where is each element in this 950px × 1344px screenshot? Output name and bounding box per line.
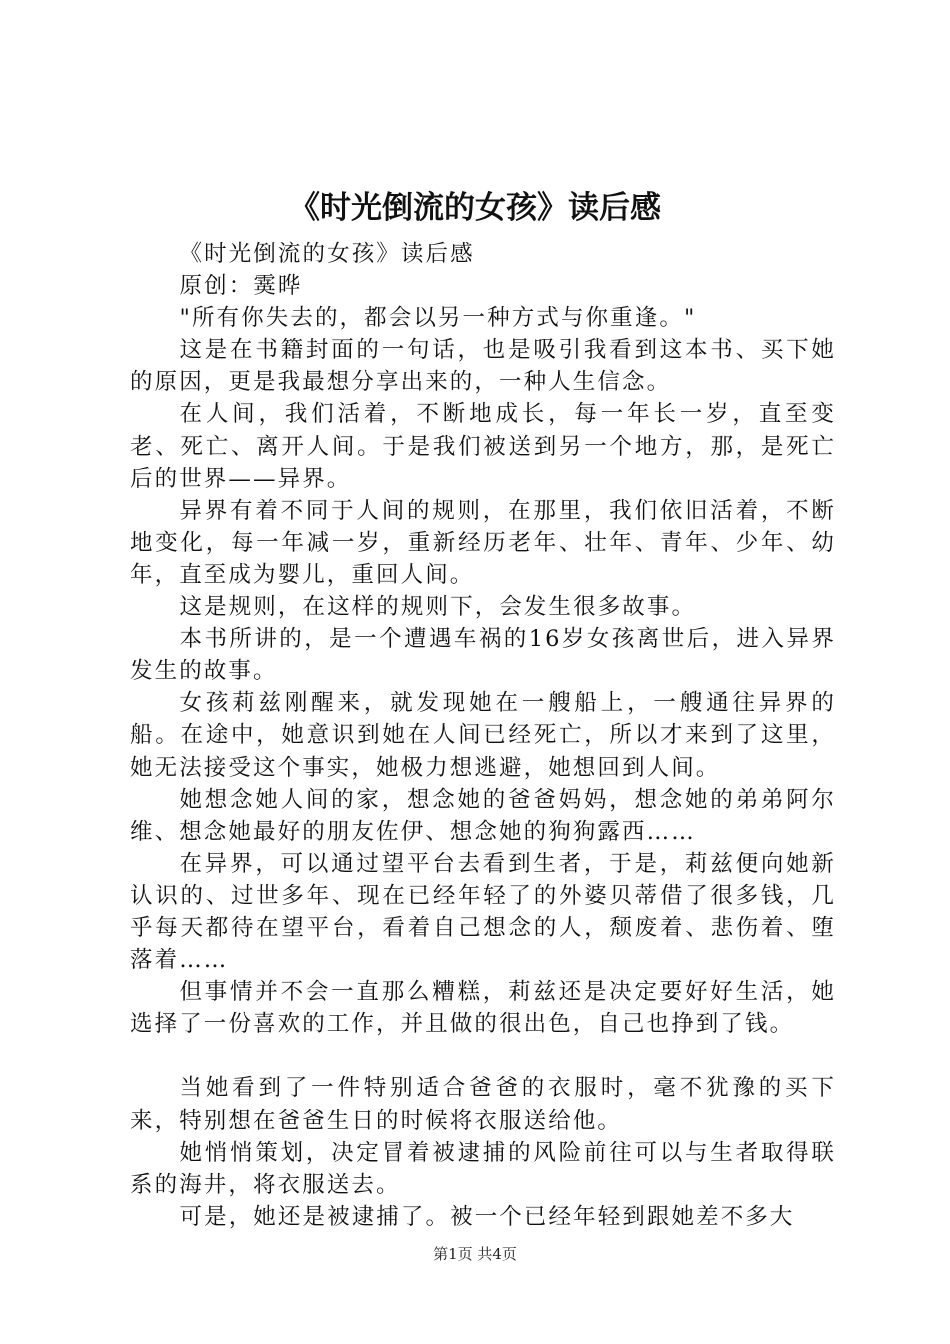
document-title: 《时光倒流的女孩》读后感 (289, 190, 661, 226)
paragraph: 在人间，我们活着，不断地成长，每一年长一岁，直至变老、死亡、离开人间。于是我们被送到另一个地方，那，是死亡后的世界——异界。 (130, 401, 836, 492)
paragraph: 女孩莉兹刚醒来，就发现她在一艘船上，一艘通往异界的船。在途中，她意识到她在人间已经死亡，所以才来到了这里，她无法接受这个事实，她极力想逃避，她想回到人间。 (130, 690, 836, 781)
paragraph-author: 原创：霙晔 (179, 273, 303, 300)
paragraph: 当她看到了一件特别适合爸爸的衣服时，毫不犹豫的买下来，特别想在爸爸生日的时候将衣服送给他。 (130, 1075, 836, 1134)
page-footer: 第1页 共4页 (433, 1245, 517, 1263)
paragraph: 她悄悄策划，决定冒着被逮捕的风险前往可以与生者取得联系的海井，将衣服送去。 (130, 1139, 836, 1198)
paragraph: 这是在书籍封面的一句话，也是吸引我看到这本书、买下她的原因，更是我最想分享出来的，一种人生信念。 (130, 337, 836, 396)
paragraph: 这是规则，在这样的规则下，会发生很多故事。 (179, 594, 697, 621)
paragraph: 但事情并不会一直那么糟糕，莉兹还是决定要好好生活，她选择了一份喜欢的工作，并且做的很出色，自己也挣到了钱。 (130, 979, 836, 1038)
paragraph-quote: "所有你失去的，都会以另一种方式与你重逢。" (179, 305, 697, 332)
paragraph: 本书所讲的，是一个遭遇车祸的16岁女孩离世后，进入异界发生的故事。 (130, 626, 836, 685)
paragraph: 异界有着不同于人间的规则，在那里，我们依旧活着，不断地变化，每一年减一岁，重新经历老年、壮年、青年、少年、幼年，直至成为婴儿，重回人间。 (130, 497, 836, 588)
document-body (130, 238, 836, 1233)
paragraph: 在异界，可以通过望平台去看到生者，于是，莉兹便向她新认识的、过世多年、现在已经年轻了的外婆贝蒂借了很多钱，几乎每天都待在望平台，看着自己想念的人，颓废着、悲伤着、堕落着…… (130, 850, 836, 974)
paragraph: 可是，她还是被逮捕了。被一个已经年轻到跟她差不多大 (179, 1203, 795, 1230)
paragraph-spacer (130, 1040, 836, 1072)
paragraph: 她想念她人间的家，想念她的爸爸妈妈，想念她的弟弟阿尔维、想念她最好的朋友佐伊、想念她的狗狗露西…… (130, 786, 836, 845)
paragraph-subtitle: 《时光倒流的女孩》读后感 (179, 241, 475, 267)
